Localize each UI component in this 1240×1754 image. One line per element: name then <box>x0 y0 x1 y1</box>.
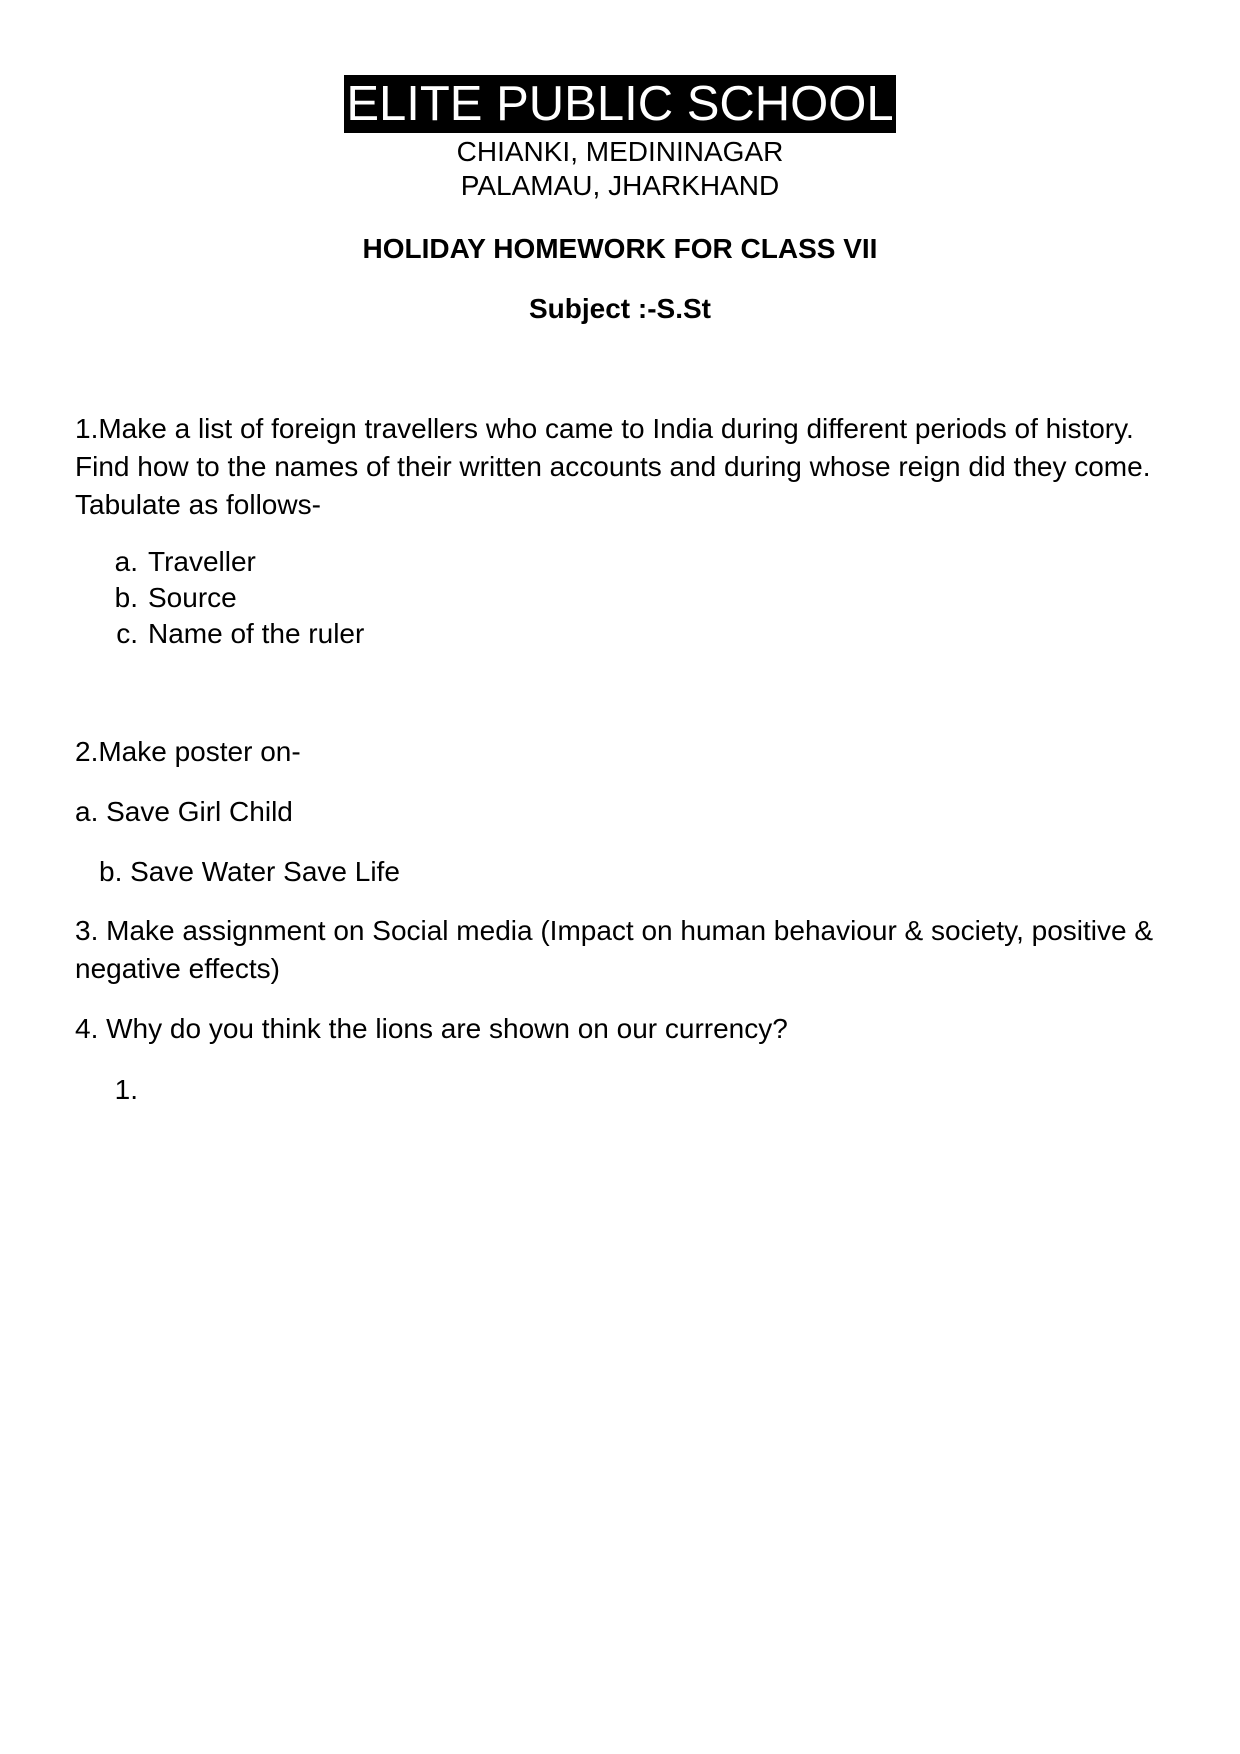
question-1-text: 1.Make a list of foreign travellers who came to India during different periods of history. Find how to the names of their written accounts and during whose reign did they come. Tabulate as follows- <box>75 413 1151 520</box>
list-marker: a. <box>114 546 138 577</box>
question-3-text: 3. Make assignment on Social media (Impact on human behaviour & society, positive & negative effects) <box>75 915 1154 984</box>
subject-line: Subject :-S.St <box>528 293 711 324</box>
question-1-item-c <box>100 616 364 652</box>
address-line-2: PALAMAU, JHARKHAND <box>460 170 780 201</box>
address-line-1: CHIANKI, MEDININAGAR <box>456 136 784 167</box>
homework-title: HOLIDAY HOMEWORK FOR CLASS VII <box>362 233 878 264</box>
list-marker: 1. <box>114 1074 138 1105</box>
list-marker: c. <box>116 618 138 649</box>
list-item-label: Name of the ruler <box>148 618 365 649</box>
list-marker: b. <box>114 582 138 613</box>
question-2-item-a: a. Save Girl Child <box>75 796 293 827</box>
question-1-item-b <box>100 580 237 616</box>
list-item-label: Source <box>148 582 237 613</box>
school-header <box>0 75 1240 203</box>
question-4-sub-item <box>100 1072 148 1108</box>
question-2-text: 2.Make poster on- <box>75 736 301 767</box>
question-1-item-a <box>100 544 256 580</box>
question-4-text: 4. Why do you think the lions are shown on our currency? <box>75 1013 788 1044</box>
question-2-item-b: b. Save Water Save Life <box>99 856 400 887</box>
list-item-label: Traveller <box>148 546 256 577</box>
school-name: ELITE PUBLIC SCHOOL <box>346 77 894 131</box>
